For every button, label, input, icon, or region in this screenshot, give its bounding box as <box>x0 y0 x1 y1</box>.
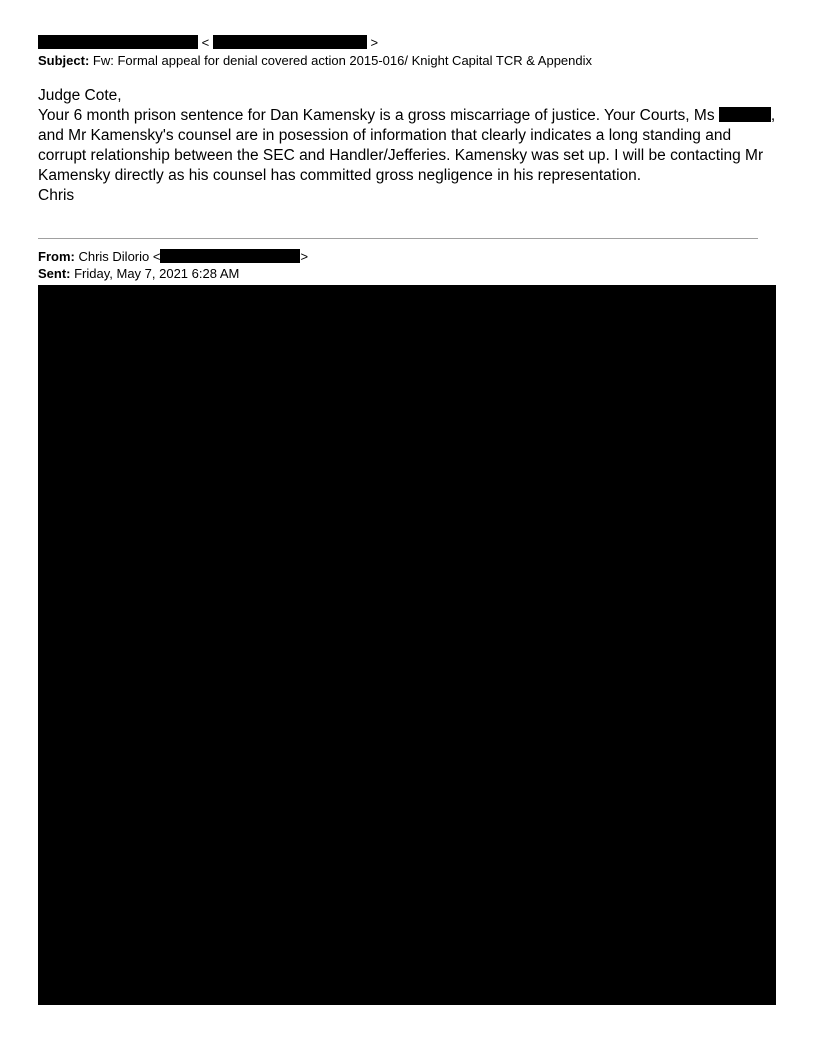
forwarded-from-label: From: <box>38 249 75 264</box>
signature: Chris <box>38 187 75 204</box>
forwarded-sent-line <box>38 266 239 282</box>
redacted-sender-email <box>213 35 367 49</box>
forwarded-from-line <box>38 249 308 265</box>
redacted-name <box>719 107 771 122</box>
redacted-sender-name <box>38 35 198 49</box>
subject-text: Fw: Formal appeal for denial covered action 2015-016/ Knight Capital TCR & Appendix <box>89 53 593 68</box>
forwarded-from-name: Chris Dilorio < <box>74 249 161 264</box>
redacted-block <box>38 285 776 1005</box>
from-line <box>38 35 378 51</box>
subject-label: Subject: <box>38 53 90 68</box>
forwarded-sent-value: Friday, May 7, 2021 6:28 AM <box>70 266 240 281</box>
separator-line <box>38 238 758 239</box>
from-angle-close: > <box>370 35 379 50</box>
message-body <box>38 86 778 206</box>
redacted-forwarded-email <box>160 249 300 263</box>
forwarded-sent-label: Sent: <box>38 266 71 281</box>
paragraph-part-2: , and Mr Kamensky's counsel are in posession of information that clearly indicates a long standing and corrupt relationship between the SEC and Handler/Jefferies. Kamensky was set up. I will be contacting Mr Kamensky directly as his counsel has committed gross negligence in his representation. <box>38 107 776 184</box>
subject-line <box>38 53 592 69</box>
message-paragraph <box>38 106 778 186</box>
from-angle-open: < <box>201 35 210 50</box>
salutation: Judge Cote, <box>38 87 122 104</box>
paragraph-part-1: Your 6 month prison sentence for Dan Kamensky is a gross miscarriage of justice. Your Courts, Ms <box>38 107 719 124</box>
forwarded-from-angle-close: > <box>300 249 309 264</box>
